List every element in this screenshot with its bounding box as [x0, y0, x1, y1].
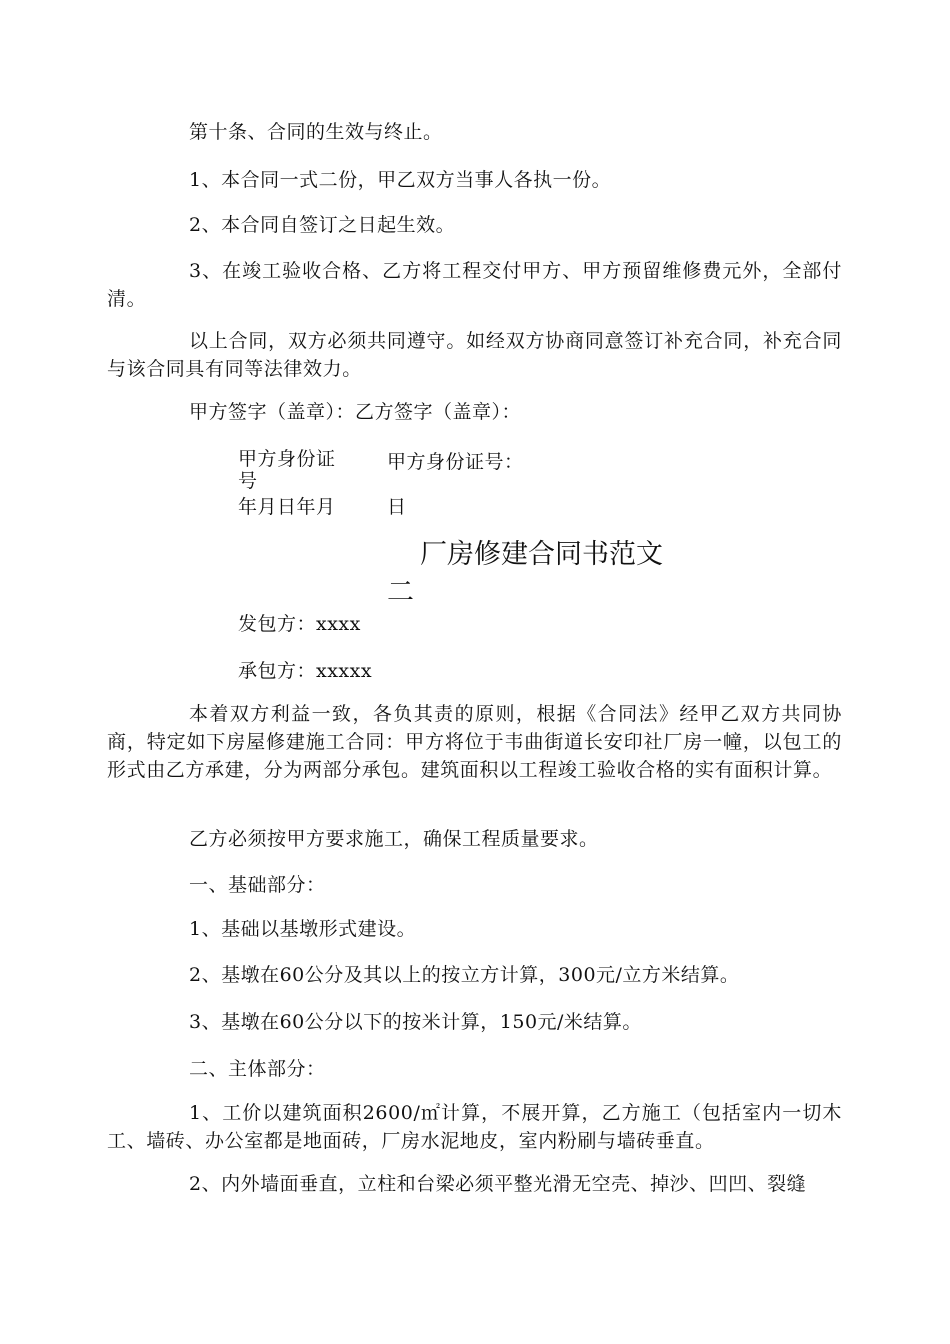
section-title-continued: 二 — [387, 577, 414, 608]
part-1-item-3: 3、基墩在60公分以下的按米计算，150元/米结算。 — [189, 1011, 642, 1033]
party-a-id-number-label: 甲方身份证号： — [387, 451, 524, 473]
date-right: 日 — [387, 496, 407, 518]
contractor-line: 承包方：xxxxx — [238, 660, 373, 682]
part-2-item-1: 1、工价以建筑面积2600/㎡计算，不展开算，乙方施工（包括室内一切木工、墙砖、办公室都是地面砖，厂房水泥地皮，室内粉刷与墙砖垂直。 — [107, 1102, 842, 1152]
clause-1: 1、本合同一式二份，甲乙双方当事人各执一份。 — [189, 169, 612, 191]
employer-line: 发包方：xxxx — [238, 613, 361, 635]
part-2-item-2: 2、内外墙面垂直，立柱和台梁必须平整光滑无空壳、掉沙、凹凹、裂缝 — [189, 1173, 807, 1195]
signature-line: 甲方签字（盖章）：乙方签字（盖章）： — [189, 401, 522, 423]
closing-paragraph: 以上合同，双方必须共同遵守。如经双方协商同意签订补充合同，补充合同与该合同具有同等法律效力。 — [107, 330, 842, 380]
quality-requirement: 乙方必须按甲方要求施工，确保工程质量要求。 — [189, 828, 599, 850]
section-title: 厂房修建合同书范文 — [420, 539, 663, 570]
clause-3: 3、在竣工验收合格、乙方将工程交付甲方、甲方预留维修费元外，全部付清。 — [107, 260, 842, 310]
part-1-item-2: 2、基墩在60公分及其以上的按立方计算，300元/立方米结算。 — [189, 964, 740, 986]
part-2-heading: 二、主体部分： — [189, 1058, 326, 1080]
part-1-item-1: 1、基础以基墩形式建设。 — [189, 918, 417, 940]
clause-2: 2、本合同自签订之日起生效。 — [189, 214, 456, 236]
intro-paragraph: 本着双方利益一致，各负其责的原则，根据《合同法》经甲乙双方共同协商，特定如下房屋修建施工合同：甲方将位于韦曲街道长安印社厂房一幢，以包工的形式由乙方承建，分为两部分承包。建筑面积以工程竣工验收合格的实有面积计算。 — [107, 703, 842, 781]
part-1-heading: 一、基础部分： — [189, 874, 326, 896]
party-a-id-label: 甲方身份证号 — [238, 448, 336, 492]
date-left: 年月日年月 — [238, 496, 336, 518]
article-heading: 第十条、合同的生效与终止。 — [189, 121, 443, 143]
